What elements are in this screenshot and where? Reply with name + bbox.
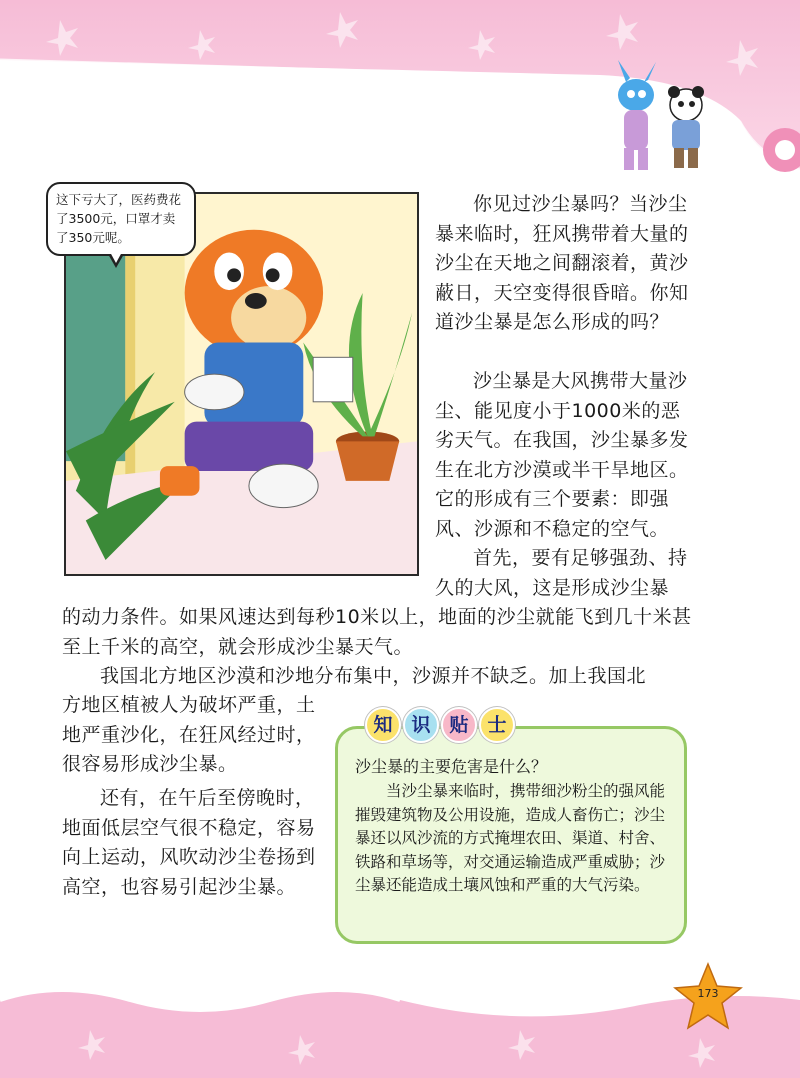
article-paragraph-3-end: 的动力条件。如果风速达到每秒10米以上，地面的沙尘就能飞到几十米甚至上千米的高空，就会形成沙尘暴天气。 [62,606,692,658]
page-number: 173 [697,987,719,1000]
article-paragraph-2: 沙尘暴是大风携带大量沙尘、能见度小于1000米的恶劣天气。在我国，沙尘暴多发生在北方沙漠或半干旱地区。它的形成有三个要素：即强风、沙源和不稳定的空气。 [435,370,689,540]
knowledge-tips-title [365,707,515,743]
article-paragraph-4-start: 我国北方地区沙漠和沙地分布集中，沙源并不缺乏。加上我国北 [100,665,647,687]
tips-answer: 当沙尘暴来临时，携带细沙粉尘的强风能摧毁建筑物及公用设施，造成人畜伤亡；沙尘暴还以风沙流的方式掩埋农田、渠道、村舍、铁路和草场等，对交通运输造成严重威胁；沙尘暴还能造成土壤风蚀和严重的大气污染。 [355,782,666,894]
speech-bubble [46,182,196,256]
speech-bubble-text: 这下亏大了，医药费花了3500元，口罩才卖了350元呢。 [56,192,182,245]
tips-title-char-2: 识 [403,707,439,743]
article-paragraph-4-end: 方地区植被人为破坏严重，土地严重沙化，在狂风经过时，很容易形成沙尘暴。 [62,694,316,775]
tips-title-char-4: 士 [479,707,515,743]
article-paragraph-1: 你见过沙尘暴吗？当沙尘暴来临时，狂风携带着大量的沙尘在天地之间翻滚着，黄沙蔽日，天空变得很昏暗。你知道沙尘暴是怎么形成的吗？ [435,193,689,333]
article-paragraph-5: 还有，在午后至傍晚时，地面低层空气很不稳定，容易向上运动，风吹动沙尘卷扬到高空，也容易引起沙尘暴。 [62,787,316,898]
mascot-characters [596,60,746,175]
tips-title-char-1: 知 [365,707,401,743]
tips-title-char-3: 贴 [441,707,477,743]
tips-question: 沙尘暴的主要危害是什么？ [355,757,548,776]
article-paragraph-3-start: 首先，要有足够强劲、持久的大风，这是形成沙尘暴 [435,547,688,599]
speech-bubble-tail [108,254,124,268]
